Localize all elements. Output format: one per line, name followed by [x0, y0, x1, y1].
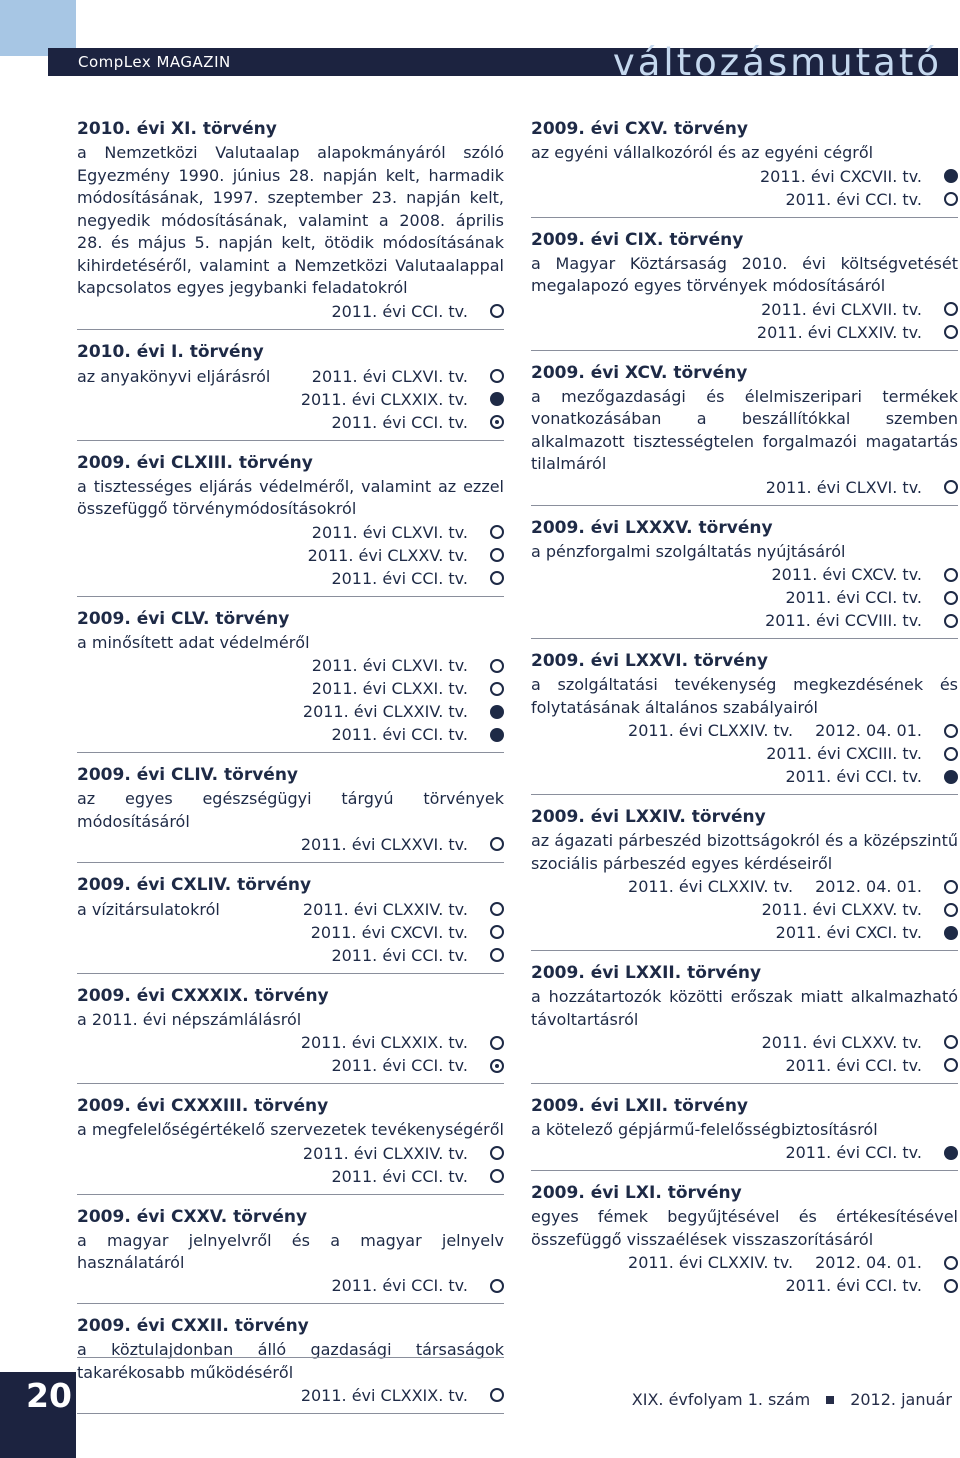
- law-description: a megfelelőségértékelő szervezetek tevékenységéről: [77, 1120, 504, 1139]
- amending-law: 2011. évi CLXXIX. tv.: [300, 1033, 468, 1052]
- law-entry: [77, 450, 504, 597]
- amendment-ref: [77, 411, 504, 434]
- amending-law: 2011. évi CCI. tv.: [785, 1055, 922, 1075]
- amending-law: 2011. évi CLXXIV. tv.: [302, 899, 468, 919]
- effective-date: 2012. 04. 01.: [815, 721, 922, 740]
- open-circle-icon: [944, 1256, 958, 1270]
- law-description: a hozzátartozók közötti erőszak miatt alkalmazható távoltartásról: [531, 987, 958, 1029]
- amending-law: 2011. évi CCI. tv.: [331, 568, 468, 588]
- open-circle-icon: [944, 747, 958, 761]
- law-description: a Nemzetközi Valutaalap alapokmányáról szóló Egyezmény 1990. június 28. napján kelt, harmadik módosításának, 1997. szeptember 23. napján kelt, negyedik módosításának, valamint a 2008. április 28. és május 5. napján kelt, ötödik módosításának kihirdetéséről, valamint a Nemzetközi Valutaalappal kapcsolatos egyes jegybanki feladatokról: [77, 143, 504, 297]
- open-circle-icon: [490, 525, 504, 539]
- open-circle-icon: [490, 902, 504, 916]
- law-entry: [531, 515, 958, 640]
- amending-law: 2011. évi CCI. tv.: [331, 1056, 468, 1075]
- filled-circle-icon: [944, 1146, 958, 1160]
- open-circle-icon: [490, 925, 504, 939]
- amending-law: 2011. évi CXCIII. tv.: [766, 744, 922, 763]
- amendment-ref: [531, 898, 958, 921]
- description-block: [531, 1206, 958, 1251]
- amending-law: 2011. évi CXCI. tv.: [775, 923, 922, 942]
- law-entry: [531, 960, 958, 1084]
- amending-law: 2011. évi CXCV. tv.: [771, 565, 922, 584]
- amending-law: 2011. évi CLXXI. tv.: [311, 679, 468, 698]
- law-entry: [77, 116, 504, 330]
- open-circle-icon: [944, 1035, 958, 1049]
- open-circle-icon: [944, 1279, 958, 1293]
- amendment-ref: [531, 742, 958, 765]
- law-title: 2009. évi CLV. törvény: [77, 608, 290, 629]
- law-entry: [531, 116, 958, 218]
- open-circle-icon: [490, 682, 504, 696]
- amendment-ref: [531, 1054, 958, 1077]
- amending-law: 2011. évi CLXXIV. tv.: [302, 702, 468, 721]
- open-circle-icon: [490, 304, 504, 318]
- amending-law: 2011. évi CCI. tv.: [785, 588, 922, 607]
- law-title: 2009. évi CXXXIX. törvény: [77, 985, 329, 1006]
- description-block: [77, 476, 504, 521]
- law-title: 2010. évi XI. törvény: [77, 119, 277, 139]
- amending-law: 2011. évi CCI. tv.: [331, 1276, 468, 1295]
- square-bullet-icon: [826, 1396, 834, 1404]
- open-circle-icon: [944, 480, 958, 494]
- effective-date: 2012. 04. 01.: [815, 877, 922, 896]
- section-title: változásmutató: [612, 41, 942, 84]
- open-circle-icon: [490, 659, 504, 673]
- amendment-ref: [303, 898, 504, 921]
- law-entry: [77, 1313, 504, 1414]
- open-circle-icon: [490, 1036, 504, 1050]
- law-entry: [77, 1204, 504, 1305]
- law-title: 2009. évi LXII. törvény: [531, 1095, 748, 1116]
- law-entry: [77, 339, 504, 441]
- law-description: a köztulajdonban álló gazdasági társaságok takarékosabb működéséről: [77, 1340, 504, 1382]
- amending-law: 2011. évi CCI. tv.: [331, 412, 468, 432]
- law-entry: [77, 606, 504, 754]
- amendment-ref: [531, 719, 958, 742]
- amendment-ref: [77, 388, 504, 411]
- footer-issue: XIX. évfolyam 1. szám: [631, 1390, 811, 1409]
- open-circle-icon: [490, 1146, 504, 1160]
- amending-law: 2011. évi CLXXIX. tv.: [300, 389, 468, 409]
- law-title: 2009. évi CXXXIII. törvény: [77, 1096, 329, 1116]
- law-description: egyes fémek begyűjtésével és értékesítésével összefüggő visszaélések visszaszorításáról: [531, 1207, 958, 1249]
- law-title: 2009. évi CXV. törvény: [531, 119, 748, 139]
- amendment-ref: [531, 321, 958, 344]
- amendment-ref: [77, 1142, 504, 1165]
- description-block: [531, 674, 958, 719]
- law-title: 2009. évi CXXII. törvény: [77, 1316, 309, 1336]
- amendment-ref: [77, 700, 504, 723]
- open-circle-icon: [490, 369, 504, 383]
- description-block: [77, 1339, 504, 1407]
- amending-law: 2011. évi CCI. tv.: [331, 945, 468, 965]
- description-block: [77, 1230, 504, 1298]
- law-description: az egyéni vállalkozóról és az egyéni cégről: [531, 143, 874, 162]
- amendment-ref: [77, 1031, 504, 1054]
- amending-law: 2011. évi CCVIII. tv.: [765, 611, 922, 630]
- open-circle-icon: [944, 614, 958, 628]
- law-entry: [77, 983, 504, 1085]
- law-entry: [77, 762, 504, 863]
- law-description: a tisztességes eljárás védelméről, valamint az ezzel összefüggő törvénymódosításokról: [77, 476, 504, 518]
- filled-circle-icon: [490, 392, 504, 406]
- open-circle-icon: [944, 903, 958, 917]
- amendment-ref: [77, 567, 504, 590]
- amending-law: 2011. évi CLXVI. tv.: [765, 477, 922, 497]
- description-row: [77, 365, 504, 388]
- open-circle-icon: [944, 192, 958, 206]
- description-block: [77, 142, 504, 300]
- law-title: 2009. évi LXXIV. törvény: [531, 807, 766, 827]
- amendment-ref: [531, 476, 958, 499]
- amending-law: 2011. évi CLXXV. tv.: [761, 900, 922, 919]
- open-circle-icon: [944, 591, 958, 605]
- law-entry: [531, 227, 958, 351]
- description-block: [531, 1119, 958, 1142]
- open-circle-icon: [944, 568, 958, 582]
- amendment-ref: [301, 1384, 504, 1407]
- amendment-ref: [531, 765, 958, 788]
- amendment-ref: [531, 921, 958, 944]
- amendment-ref: [531, 165, 958, 188]
- open-circle-icon: [944, 1058, 958, 1072]
- magazine-name: CompLex MAGAZIN: [78, 53, 231, 71]
- law-entry: [531, 1180, 958, 1303]
- filled-circle-icon: [490, 728, 504, 742]
- amending-law: 2011. évi CLXXIV. tv.: [628, 1253, 794, 1272]
- law-description: az anyakönyvi eljárásról: [77, 366, 271, 386]
- description-block: [531, 541, 958, 564]
- amending-law: 2011. évi CLXVII. tv.: [761, 299, 922, 319]
- law-description: a mezőgazdasági és élelmiszeripari termékek vonatkozásában a beszállítókkal szemben alkalmazott tisztességtelen forgalmazói magatartás tilalmáról: [531, 386, 958, 473]
- law-description: a minősített adat védelméről: [77, 632, 310, 652]
- amendment-ref: [301, 833, 504, 856]
- description-block: [531, 830, 958, 875]
- amending-law: 2011. évi CLXXV. tv.: [307, 545, 468, 565]
- amendment-ref: [531, 609, 958, 632]
- open-circle-icon: [490, 1388, 504, 1402]
- open-circle-icon: [490, 1169, 504, 1183]
- law-title: 2009. évi CLXIII. törvény: [77, 452, 313, 473]
- amendment-ref: [531, 563, 958, 586]
- amending-law: 2011. évi CLXXIV. tv.: [756, 322, 922, 342]
- amendment-ref: [77, 723, 504, 746]
- law-entry: [531, 1093, 958, 1172]
- amending-law: 2011. évi CLXXVI. tv.: [300, 834, 468, 854]
- description-block: [77, 1009, 504, 1032]
- column-bottom-rule: [77, 1357, 504, 1358]
- law-description: az egyes egészségügyi tárgyú törvények módosításáról: [77, 789, 504, 831]
- open-circle-icon: [944, 880, 958, 894]
- law-description: a pénzforgalmi szolgáltatás nyújtásáról: [531, 541, 846, 561]
- amendment-ref: [762, 1031, 958, 1054]
- law-title: 2009. évi LXXII. törvény: [531, 963, 762, 983]
- open-circle-icon: [490, 571, 504, 585]
- amending-law: 2011. évi CCI. tv.: [331, 1166, 468, 1186]
- amendment-ref: [312, 365, 504, 388]
- law-title: 2010. évi I. törvény: [77, 341, 264, 362]
- law-title: 2009. évi CIX. törvény: [531, 229, 744, 250]
- open-circle-icon: [490, 837, 504, 851]
- law-entry: [77, 1093, 504, 1195]
- law-description: a magyar jelnyelvről és a magyar jelnyelv használatáról: [77, 1230, 504, 1272]
- filled-circle-icon: [944, 770, 958, 784]
- open-circle-icon: [490, 548, 504, 562]
- description-block: [77, 632, 504, 655]
- right-column: [531, 116, 958, 1312]
- left-column: [77, 116, 504, 1423]
- law-title: 2009. évi XCV. törvény: [531, 362, 748, 383]
- amendment-ref: [531, 586, 958, 609]
- amendment-ref: [77, 1054, 504, 1077]
- amending-law: 2011. évi CXCVII. tv.: [759, 166, 922, 186]
- open-circle-icon: [944, 302, 958, 316]
- amendment-ref: [531, 875, 958, 898]
- amendment-ref: [531, 1251, 958, 1274]
- amendment-ref: [531, 298, 958, 321]
- law-entry: [77, 872, 504, 974]
- law-entry: [531, 804, 958, 951]
- open-circle-icon: [490, 1279, 504, 1293]
- page-number: 20: [26, 1376, 72, 1415]
- description-block: [531, 253, 958, 298]
- amending-law: 2011. évi CCI. tv.: [331, 301, 468, 321]
- amendment-ref: [531, 1141, 958, 1164]
- amending-law: 2011. évi CLXXV. tv.: [761, 1032, 922, 1052]
- amendment-ref: [77, 944, 504, 967]
- law-description: a kötelező gépjármű-felelősségbiztosításról: [531, 1119, 878, 1139]
- description-row: [77, 898, 504, 921]
- amendment-ref: [77, 300, 504, 323]
- amendment-ref: [77, 921, 504, 944]
- law-title: 2009. évi LXXXV. törvény: [531, 517, 773, 538]
- description-block: [531, 142, 958, 165]
- law-description: a Magyar Köztársaság 2010. évi költségvetését megalapozó egyes törvények módosításáról: [531, 253, 958, 295]
- law-description: a 2011. évi népszámlálásról: [77, 1009, 302, 1029]
- open-circle-icon: [944, 325, 958, 339]
- filled-circle-icon: [944, 926, 958, 940]
- amending-law: 2011. évi CLXXIV. tv.: [302, 1143, 468, 1163]
- law-title: 2009. évi CXXV. törvény: [77, 1206, 308, 1227]
- amending-law: 2011. évi CLXXIX. tv.: [300, 1385, 468, 1405]
- description-block: [531, 386, 958, 476]
- dotted-circle-icon: [490, 415, 504, 429]
- law-description: a szolgáltatási tevékenység megkezdésének és folytatásának általános szabályairól: [531, 675, 958, 717]
- amending-law: 2011. évi CLXVI. tv.: [311, 366, 468, 386]
- filled-circle-icon: [490, 705, 504, 719]
- law-description: az ágazati párbeszéd bizottságokról és a középszintű szociális párbeszéd egyes kérdéseiről: [531, 831, 958, 873]
- amending-law: 2011. évi CLXXIV. tv.: [628, 721, 794, 740]
- amendment-ref: [331, 1274, 504, 1297]
- law-title: 2009. évi CLIV. törvény: [77, 765, 299, 785]
- law-title: 2009. évi LXXVI. törvény: [531, 651, 768, 671]
- amendment-ref: [77, 544, 504, 567]
- amending-law: 2011. évi CLXVI. tv.: [311, 522, 468, 542]
- amending-law: 2011. évi CLXVI. tv.: [311, 656, 468, 675]
- dotted-circle-icon: [490, 1059, 504, 1073]
- amendment-ref: [77, 677, 504, 700]
- filled-circle-icon: [944, 169, 958, 183]
- description-block: [77, 1119, 504, 1142]
- amending-law: 2011. évi CCI. tv.: [331, 725, 468, 744]
- effective-date: 2012. 04. 01.: [815, 1253, 922, 1272]
- amending-law: 2011. évi CCI. tv.: [785, 1276, 922, 1295]
- amendment-ref: [77, 521, 504, 544]
- law-title: 2009. évi LXI. törvény: [531, 1183, 742, 1203]
- description-block: [77, 788, 504, 856]
- footer: [632, 1390, 952, 1409]
- amending-law: 2011. évi CCI. tv.: [785, 767, 922, 786]
- open-circle-icon: [944, 724, 958, 738]
- amending-law: 2011. évi CCI. tv.: [785, 189, 922, 209]
- amendment-ref: [531, 1274, 958, 1297]
- amending-law: 2011. évi CXCVI. tv.: [310, 922, 468, 942]
- law-entry: [531, 360, 958, 506]
- law-title: 2009. évi CXLIV. törvény: [77, 874, 312, 895]
- law-description: a vízitársulatokról: [77, 899, 220, 919]
- footer-date: 2012. január: [850, 1390, 952, 1409]
- amendment-ref: [77, 654, 504, 677]
- amendment-ref: [531, 188, 958, 211]
- description-block: [531, 986, 958, 1054]
- open-circle-icon: [490, 948, 504, 962]
- amendment-ref: [77, 1165, 504, 1188]
- amending-law: 2011. évi CCI. tv.: [785, 1143, 922, 1162]
- law-entry: [531, 648, 958, 795]
- amending-law: 2011. évi CLXXIV. tv.: [628, 877, 794, 896]
